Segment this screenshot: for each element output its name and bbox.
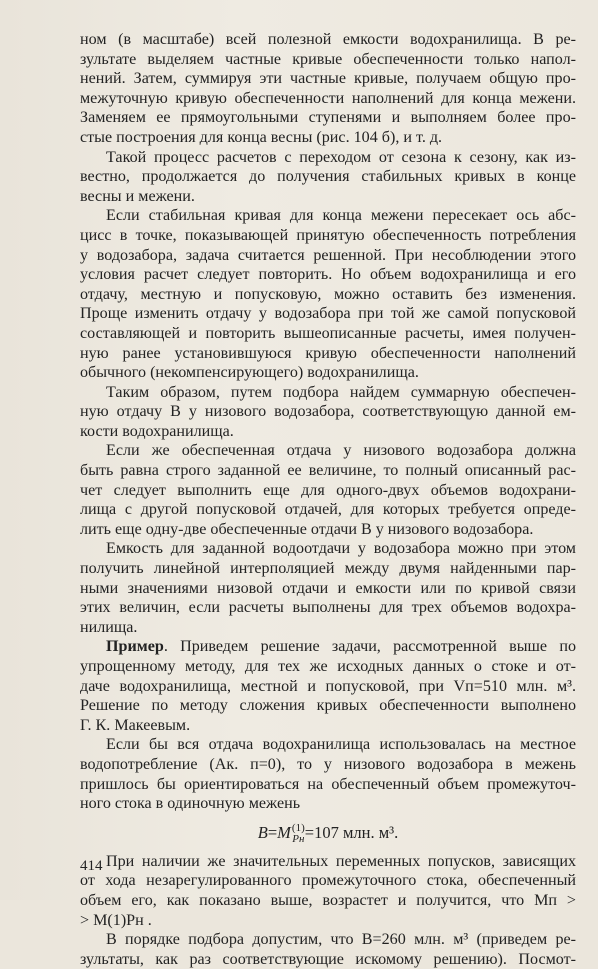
display-formula	[80, 814, 576, 852]
paragraph	[80, 637, 576, 735]
text-line: лища с другой попусковой отдачей, для которых требуется опреде-	[80, 501, 576, 519]
formula-indices	[292, 823, 305, 845]
text-line: ными значениями низовой отдачи и емкости или по кривой связи	[80, 579, 576, 597]
text-line: межуточную кривую обеспеченности наполнений для конца межени.	[80, 89, 576, 107]
formula-subscript: Pн	[292, 832, 305, 845]
text-line: зультаты, как раз соответствующие искомому решению). Посмот-	[80, 950, 576, 968]
formula-superscript: (1)	[291, 821, 305, 834]
text-line: лить еще одну-две обеспеченные отдачи B у низового водозабора.	[80, 520, 534, 538]
text-line: В порядке подбора допустим, что B=260 млн. м³ (приведем ре-	[106, 931, 576, 949]
paragraph	[80, 383, 576, 442]
text-line: нений. Затем, суммируя эти частные кривые, получаем общую про-	[80, 70, 576, 88]
formula-equals: =	[304, 822, 315, 842]
formula-var-b: B	[257, 822, 268, 842]
text-line: > M(1)Pн .	[80, 911, 152, 929]
text-line: кости водохранилища.	[80, 422, 234, 440]
text-line: составляющей и повторить вышеописанные расчеты, имея получен-	[80, 324, 576, 342]
text-line: Если же обеспеченная отдача у низового водозабора должна	[106, 442, 576, 460]
text-line: Если бы вся отдача водохранилища использовалась на местное	[106, 736, 576, 754]
text-line	[80, 637, 576, 657]
text-line: условия расчет следует повторить. Но объем водохранилища и его	[80, 266, 576, 284]
text-line: у водозабора, задача считается решенной. При несоблюдении этого	[80, 246, 576, 264]
text-line: зультате выделяем частные кривые обеспеченности только напол-	[80, 50, 576, 68]
text-line: ном (в масштабе) всей полезной емкости водохранилища. В ре-	[80, 31, 576, 48]
paragraph	[80, 206, 576, 382]
text-line: Заменяем ее прямоугольными ступенями и выполняем более про-	[80, 109, 576, 127]
text-line: стые построения для конца весны (рис. 104 б), и т. д.	[80, 128, 443, 146]
paragraph	[80, 930, 576, 969]
paragraph	[80, 148, 576, 207]
text-line: Таким образом, путем подбора найдем суммарную обеспечен-	[106, 383, 576, 401]
text-line: от хода незарегулированного промежуточного стока, обеспеченный	[80, 872, 576, 890]
text-line: объем его, как показано выше, возрастет и получится, что Mп >	[80, 891, 576, 909]
paragraph	[80, 441, 576, 539]
text-line: Если стабильная кривая для конца межени пересекает ось абс-	[106, 207, 576, 225]
text-line: быть равна строго заданной ее величине, то полный описанный рас-	[80, 462, 576, 480]
paragraph	[80, 735, 576, 813]
text-line: отдачу, местную и попусковую, можно оставить без изменения.	[80, 285, 576, 303]
formula-var-m: M	[277, 822, 291, 842]
text-line: нилища.	[80, 618, 138, 636]
text-line: Такой процесс расчетов с переходом от сезона к сезону, как из-	[106, 148, 576, 166]
body-text	[80, 30, 576, 969]
text-line: водопотребление (Aк. п=0), то у низового водозабора в межень	[80, 755, 576, 773]
text-line: пришлось бы ориентироваться на обеспеченный объем промежуточ-	[80, 775, 576, 793]
text-line: даче водохранилища, местной и попусковой, при Vп=510 млн. м³.	[80, 677, 576, 695]
text-line: вестно, продолжается до получения стабильных кривых в конце	[80, 168, 576, 186]
text-line: ную отдачу B у низового водозабора, соответствующую данной ем-	[80, 403, 576, 421]
text-line: При наличии же значительных переменных попусков, зависящих	[106, 852, 576, 870]
text-line: цисс в точке, показывающей принятую обеспеченность потребления	[80, 226, 576, 244]
text-line: Решение по методу сложения кривых обеспеченности выполнено	[80, 697, 576, 715]
text-line: Проще изменить отдачу у водозабора при той же самой попусковой	[80, 305, 576, 323]
example-heading: Пример	[106, 638, 164, 656]
text-line: весны и межени.	[80, 187, 195, 205]
formula-equals: =	[267, 822, 278, 842]
paragraph	[80, 30, 576, 148]
text-line: Г. К. Макеевым.	[80, 716, 191, 734]
text-line: этих величин, если расчеты выполнены для трех объемов водохра-	[80, 599, 576, 617]
text-line: упрощенному методу, для тех же исходных данных о стоке и от-	[80, 658, 576, 675]
text-line: ную ранее установившуюся кривую обеспеченности наполнений	[80, 344, 576, 362]
formula-result: 107 млн. м³.	[314, 822, 399, 842]
text-line: получить линейной интерполяцией между двумя найденными пар-	[80, 560, 576, 578]
text-line: обычного (некомпенсирующего) водохранилища.	[80, 364, 419, 382]
text-span: . Приведем решение задачи, рассмотренной выше по	[163, 638, 576, 656]
text-line: Емкость для заданной водоотдачи у водозабора можно при этом	[106, 540, 576, 558]
text-line: ного стока в одиночную межень	[80, 795, 301, 813]
paragraph	[80, 852, 576, 930]
page-number: 414	[80, 858, 103, 874]
text-line: чет следует выполнить еще для одного-двух объемов водохрани-	[80, 481, 576, 499]
paragraph	[80, 539, 576, 637]
